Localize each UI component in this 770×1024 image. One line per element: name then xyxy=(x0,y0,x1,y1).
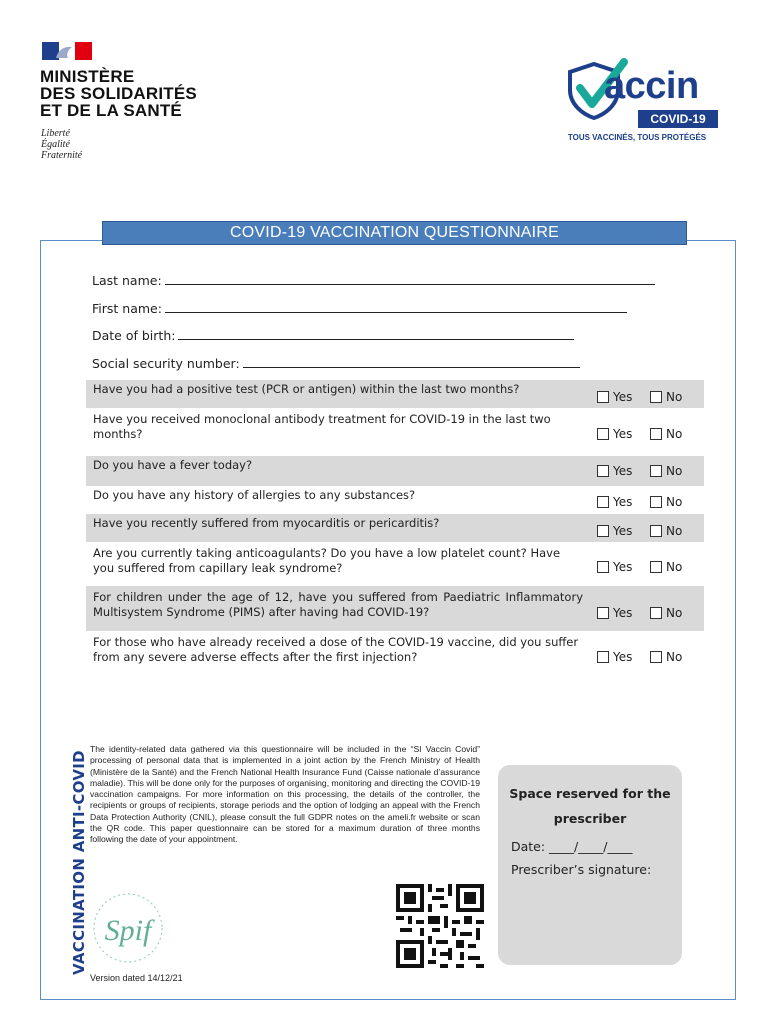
gdpr-notice: The identity-related data gathered via this questionnaire will be included in the “SI Vaccin Covid” processing of personal data that is implemented in a joint action by the French Ministry of Health (Ministère de la Santé) and the French National Health Insurance Fund (Caisse nationale d’assurance maladie). This will be done only for the purposes of organising, monitoring and directing the COVID-19 vaccination campaigns. For more information on this processing, the details of the controller, the recipients or groups of recipients, storage periods and the option of lodging an appeal with the French Data Protection Authority (CNIL), please consult the full GDPR notes on the ameli.fr website or scan the QR code. This paper questionnaire can be stored for a maximum duration of three months following the date of your appointment. xyxy=(90,744,480,845)
question-text: Have you received monoclonal antibody treatment for COVID-19 in the last two months? xyxy=(93,412,551,441)
spif-logo-icon xyxy=(88,888,168,968)
question-row xyxy=(86,408,704,458)
question-row xyxy=(86,514,704,542)
checkbox-icon[interactable] xyxy=(597,607,609,619)
marianne-flag-icon xyxy=(42,42,92,60)
ministry-name xyxy=(40,68,197,119)
no-checkbox[interactable]: No xyxy=(650,495,682,509)
form-title: COVID-19 VACCINATION QUESTIONNAIRE xyxy=(102,221,687,245)
social-security-label: Social security number: xyxy=(92,356,240,371)
date-of-birth-line[interactable] xyxy=(178,329,574,340)
checkbox-icon[interactable] xyxy=(650,525,662,537)
checkbox-icon[interactable] xyxy=(650,496,662,508)
last-name-field[interactable] xyxy=(92,273,655,288)
question-text: Are you currently taking anticoagulants? Do you have a low platelet count? Have you suffered from capillary leak syndrome? xyxy=(93,546,561,575)
question-text: For those who have already received a dose of the COVID-19 vaccine, did you suffer from any severe adverse effects after the first injection? xyxy=(93,635,579,664)
checkbox-icon[interactable] xyxy=(597,391,609,403)
question-row xyxy=(86,486,704,514)
checkbox-icon[interactable] xyxy=(650,428,662,440)
last-name-line[interactable] xyxy=(165,274,655,285)
first-name-line[interactable] xyxy=(165,302,627,313)
checkbox-icon[interactable] xyxy=(650,607,662,619)
question-row xyxy=(86,542,704,586)
ministry-line-1: MINISTÈRE xyxy=(40,67,135,86)
yes-checkbox[interactable]: Yes xyxy=(597,560,632,574)
frame-top-left xyxy=(40,240,102,241)
no-checkbox[interactable]: No xyxy=(650,524,682,538)
checkbox-icon[interactable] xyxy=(597,651,609,663)
no-checkbox[interactable]: No xyxy=(650,464,682,478)
prescriber-title: Space reserved for the prescriber xyxy=(509,786,671,826)
social-security-line[interactable] xyxy=(243,357,580,368)
vaccin-word: accin xyxy=(604,65,699,107)
question-text: Have you had a positive test (PCR or antigen) within the last two months? xyxy=(93,382,520,396)
social-security-field[interactable] xyxy=(92,356,580,371)
prescriber-box[interactable] xyxy=(498,765,682,965)
checkbox-icon[interactable] xyxy=(650,561,662,573)
question-row xyxy=(86,380,704,408)
frame-top-right xyxy=(686,240,736,241)
yes-checkbox[interactable]: Yes xyxy=(597,650,632,664)
covid-badge: COVID-19 xyxy=(638,110,718,128)
motto-egalite: Égalité xyxy=(41,139,70,150)
checkbox-icon[interactable] xyxy=(650,465,662,477)
checkbox-icon[interactable] xyxy=(597,465,609,477)
question-row xyxy=(86,586,704,631)
yes-checkbox[interactable]: Yes xyxy=(597,427,632,441)
checkbox-icon[interactable] xyxy=(650,651,662,663)
checkbox-icon[interactable] xyxy=(597,496,609,508)
prescriber-signature-field[interactable]: Prescriber’s signature: xyxy=(511,862,652,877)
question-text: For children under the age of 12, have you suffered from Paediatric Inflammatory Multisystem Syndrome (PIMS) after having had COVID-19? xyxy=(93,590,583,619)
motto-liberte: Liberté xyxy=(41,128,70,139)
qr-code-icon[interactable] xyxy=(396,884,484,968)
republic-motto xyxy=(41,128,82,161)
yes-checkbox[interactable]: Yes xyxy=(597,524,632,538)
vaccination-anti-covid-label: VACCINATION ANTI-COVID xyxy=(70,750,88,975)
ministry-line-2: DES SOLIDARITÉS xyxy=(40,84,197,103)
date-of-birth-field[interactable] xyxy=(92,328,574,343)
checkbox-icon[interactable] xyxy=(597,561,609,573)
vaccin-tagline: TOUS VACCINÉS, TOUS PROTÉGÉS xyxy=(567,133,707,142)
no-checkbox[interactable]: No xyxy=(650,427,682,441)
yes-checkbox[interactable]: Yes xyxy=(597,464,632,478)
prescriber-date-field[interactable]: Date: ____/____/____ xyxy=(511,839,633,854)
vaccin-covid-logo xyxy=(560,50,720,150)
no-checkbox[interactable]: No xyxy=(650,560,682,574)
first-name-field[interactable] xyxy=(92,301,627,316)
checkbox-icon[interactable] xyxy=(597,525,609,537)
question-row xyxy=(86,456,704,486)
date-of-birth-label: Date of birth: xyxy=(92,328,176,343)
question-text: Do you have a fever today? xyxy=(93,458,253,472)
first-name-label: First name: xyxy=(92,301,162,316)
last-name-label: Last name: xyxy=(92,273,162,288)
yes-checkbox[interactable]: Yes xyxy=(597,495,632,509)
yes-checkbox[interactable]: Yes xyxy=(597,390,632,404)
motto-fraternite: Fraternité xyxy=(41,150,83,161)
ministry-line-3: ET DE LA SANTÉ xyxy=(40,101,182,120)
version-date: Version dated 14/12/21 xyxy=(90,973,183,983)
yes-checkbox[interactable]: Yes xyxy=(597,606,632,620)
no-checkbox[interactable]: No xyxy=(650,390,682,404)
no-checkbox[interactable]: No xyxy=(650,606,682,620)
spif-logo-text: Spif xyxy=(104,914,152,947)
checkbox-icon[interactable] xyxy=(650,391,662,403)
no-checkbox[interactable]: No xyxy=(650,650,682,664)
checkbox-icon[interactable] xyxy=(597,428,609,440)
question-text: Do you have any history of allergies to any substances? xyxy=(93,488,416,502)
question-text: Have you recently suffered from myocarditis or pericarditis? xyxy=(93,516,440,530)
question-row xyxy=(86,631,704,675)
